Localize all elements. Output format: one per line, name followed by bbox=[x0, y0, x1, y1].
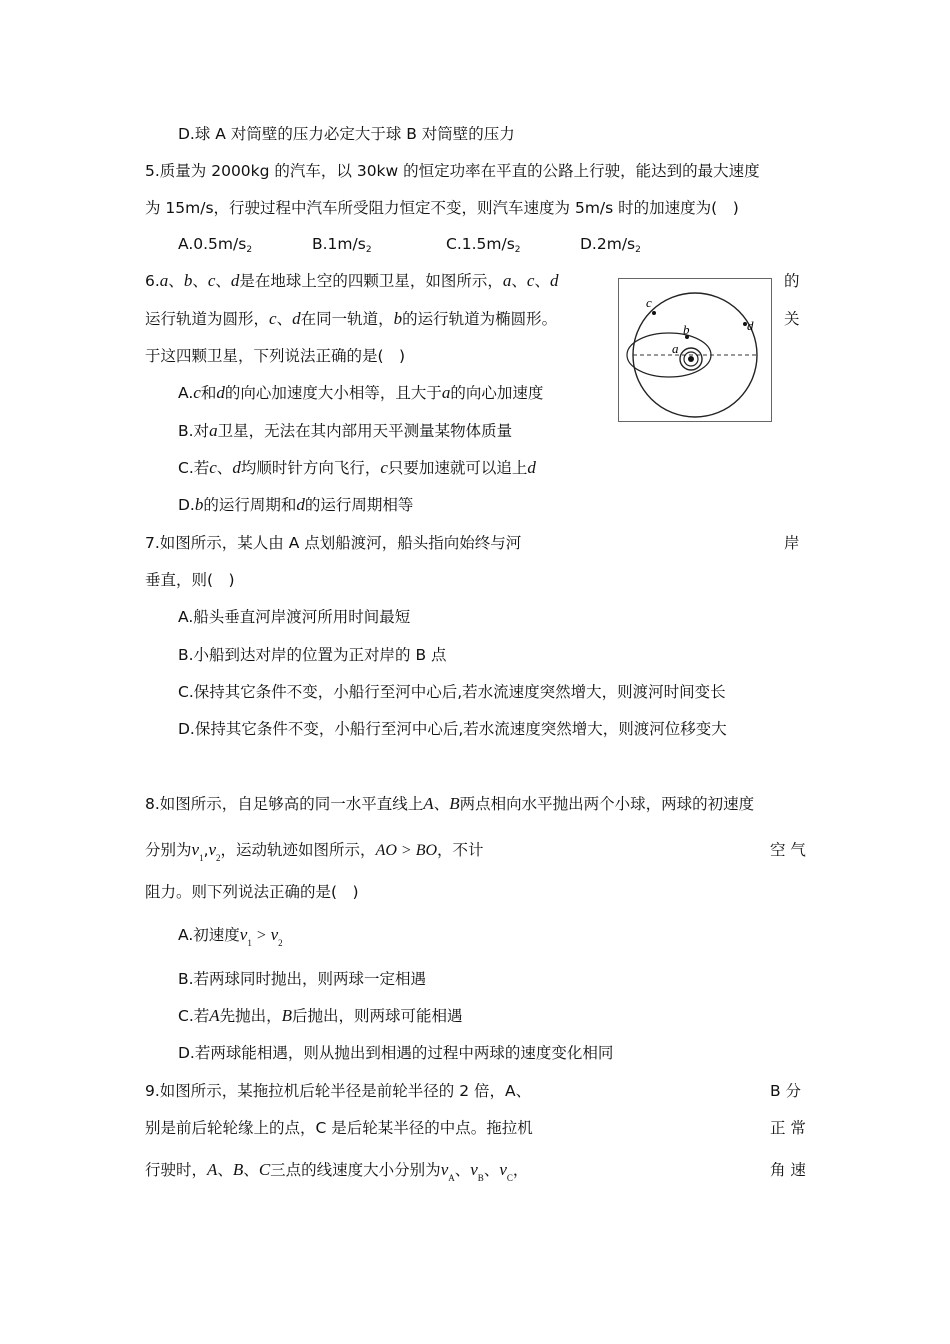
q7-stem-line2: 垂直，则( ) bbox=[145, 571, 235, 589]
earth-center bbox=[688, 356, 694, 362]
q9-stem-line2: 别是前后轮轮缘上的点，C 是后轮某半径的中点。拖拉机 bbox=[145, 1119, 533, 1137]
q7-line1-end: 岸 bbox=[784, 534, 800, 552]
q6-option-c: C.若c、d均顺时针方向飞行，c只要加速就可以追上d bbox=[178, 458, 536, 477]
label-d: d bbox=[747, 318, 754, 333]
q8-stem-line1: 8.如图所示，自足够高的同一水平直线上A、B两点相向水平抛出两个小球，两球的初速度 bbox=[145, 794, 755, 813]
q9-stem-line1: 9.如图所示，某拖拉机后轮半径是前轮半径的 2 倍，A、 bbox=[145, 1082, 532, 1100]
q8-option-a: A.初速度$v_1 > v_2$ bbox=[178, 925, 283, 948]
q9-line3-end: 角 速 bbox=[770, 1161, 806, 1179]
q4-option-d: D.球 A 对筒壁的压力必定大于球 B 对筒壁的压力 bbox=[178, 125, 515, 143]
q9-line1-end: B 分 bbox=[770, 1082, 802, 1100]
satellite-c bbox=[652, 311, 656, 315]
q8-stem-line2: 分别为$v_1,v_2$，运动轨迹如图所示，AO > BO，不计 bbox=[145, 840, 484, 863]
q5-option-d: D.2m/s2 bbox=[580, 235, 641, 255]
q6-option-b: B.对a卫星，无法在其内部用天平测量某物体质量 bbox=[178, 421, 513, 440]
q6-option-d: D.b的运行周期和d的运行周期相等 bbox=[178, 495, 414, 514]
q6-line1-end: 的 bbox=[784, 272, 800, 290]
q5-stem-line2: 为 15m/s，行驶过程中汽车所受阻力恒定不变，则汽车速度为 5m/s 时的加速度为( ) bbox=[145, 199, 739, 217]
q8-stem-line3: 阻力。则下列说法正确的是( ) bbox=[145, 883, 359, 901]
q5-option-a: A.0.5m/s2 bbox=[178, 235, 253, 255]
q9-stem-line3: 行驶时，A、B、C三点的线速度大小分别为$v_A$、$v_B$、$v_C$， bbox=[145, 1160, 529, 1183]
q9-line2-end: 正 常 bbox=[770, 1119, 806, 1137]
q7-option-a: A.船头垂直河岸渡河所用时间最短 bbox=[178, 608, 411, 626]
satellite-orbit-figure bbox=[618, 278, 772, 422]
q7-stem-line1: 7.如图所示，某人由 A 点划船渡河，船头指向始终与河 bbox=[145, 534, 522, 552]
q6-line2-end: 关 bbox=[784, 310, 800, 328]
q5-option-c: C.1.5m/s2 bbox=[446, 235, 521, 255]
satellite-orbit-diagram bbox=[619, 279, 771, 421]
q8-option-d: D.若两球能相遇，则从抛出到相遇的过程中两球的速度变化相同 bbox=[178, 1044, 614, 1062]
q8-option-c: C.若A先抛出，B后抛出，则两球可能相遇 bbox=[178, 1006, 463, 1025]
q8-option-b: B.若两球同时抛出，则两球一定相遇 bbox=[178, 970, 427, 988]
q7-option-d: D.保持其它条件不变，小船行至河中心后,若水流速度突然增大，则渡河位移变大 bbox=[178, 720, 727, 738]
label-c: c bbox=[646, 295, 652, 310]
q5-option-b: B.1m/s2 bbox=[312, 235, 372, 255]
q6-option-a: A.c和d的向心加速度大小相等，且大于a的向心加速度 bbox=[178, 383, 544, 402]
q6-stem-line1: 6.a、b、c、d是在地球上空的四颗卫星，如图所示，a、c、d bbox=[145, 271, 559, 290]
q6-stem-line2: 运行轨道为圆形，c、d在同一轨道，b的运行轨道为椭圆形。 bbox=[145, 309, 558, 328]
q5-stem-line1: 5.质量为 2000kg 的汽车，以 30kw 的恒定功率在平直的公路上行驶，能达到的最大速度 bbox=[145, 162, 760, 180]
q6-stem-line3: 于这四颗卫星，下列说法正确的是( ) bbox=[145, 347, 406, 365]
label-a: a bbox=[672, 341, 679, 356]
q8-line2-end: 空 气 bbox=[770, 841, 806, 859]
q7-option-c: C.保持其它条件不变，小船行至河中心后,若水流速度突然增大，则渡河时间变长 bbox=[178, 683, 726, 701]
q7-option-b: B.小船到达对岸的位置为正对岸的 B 点 bbox=[178, 646, 447, 664]
label-b: b bbox=[683, 322, 690, 337]
